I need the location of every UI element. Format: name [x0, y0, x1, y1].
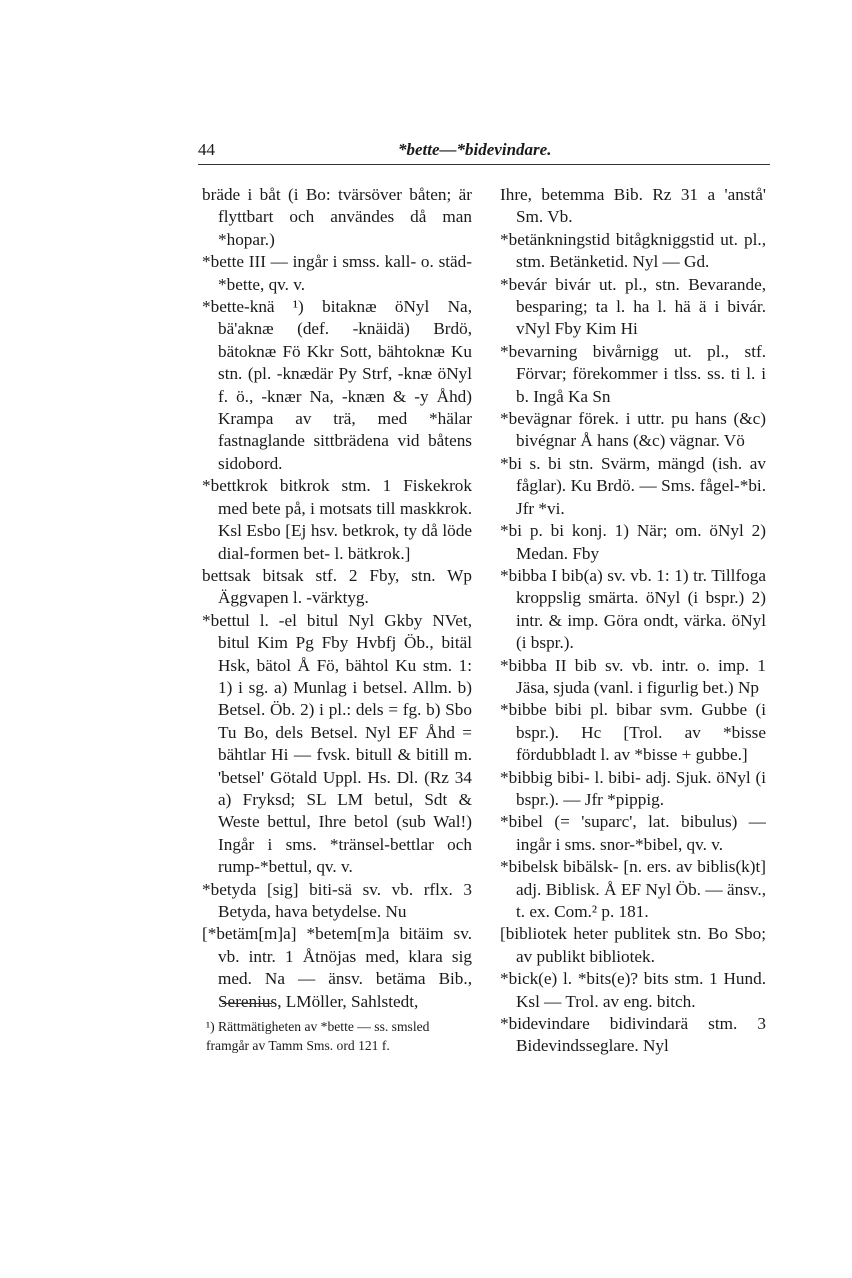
- dictionary-entry: bettsak bitsak stf. 2 Fby, stn. Wp Äggvapen l. -värktyg.: [202, 565, 472, 608]
- dictionary-entry: *bi p. bi konj. 1) När; om. öNyl 2) Medan. Fby: [500, 521, 766, 563]
- dictionary-entry: *betyda [sig] biti-sä sv. vb. rflx. 3 Betyda, hava betydelse. Nu: [202, 879, 472, 921]
- dictionary-entry: *bi s. bi stn. Svärm, mängd (ish. av fåglar). Ku Brdö. — Sms. fågel-*bi. Jfr *vi.: [500, 453, 766, 518]
- dictionary-entry: [bibliotek heter publitek stn. Bo Sbo; av publikt bibliotek.: [500, 924, 766, 966]
- dictionary-entry: *betänkningstid bitågkniggstid ut. pl., stm. Betänketid. Nyl — Gd.: [500, 229, 766, 272]
- dictionary-entry: bräde i båt (i Bo: tvärsöver båten; är flyttbart och användes då man *hopar.): [202, 185, 472, 249]
- dictionary-entry: *bibelsk bibälsk- [n. ers. av biblis(k)t] adj. Biblisk. Å EF Nyl Öb. — änsv., t. ex. Com.² p. 181.: [500, 857, 766, 921]
- dictionary-entry: *bevägnar förek. i uttr. pu hans (&c) bivégnar Å hans (&c) vägnar. Vö: [500, 409, 766, 451]
- dictionary-entry: *bettul l. -el bitul Nyl Gkby NVet, bitul Kim Pg Fby Hvbfj Öb., bitäl Hsk, bätol Å Fö, bähtol Ku stm. 1: 1) i sg. a) Munlag i betsel. Allm. b) Betsel. Öb. 2) i pl.: dels = fg. b) Sbo Tu Bo, dels Betsel. Nyl EF Åhd = bähtlar Hi — fvsk. bitull & bitill m. 'betsel' Götald Uppl. Hs. Dl. (Rz 34 a) Fryksd; SL LM betul, Sdt & Weste bettul, Ihre betol (sub Wal!) Ingår i sms. *tränsel-bettlar och rump-*bettul, qv. v.: [202, 610, 472, 877]
- left-column: [202, 184, 472, 1013]
- dictionary-entry: *bevarning bivårnigg ut. pl., stf. Förvar; förekommer i tlss. ss. ti l. i b. Ingå Ka Sn: [500, 341, 766, 406]
- dictionary-entry: *bette III — ingår i smss. kall- o. städ-*bette, qv. v.: [202, 252, 472, 294]
- running-head: *bette—*bidevindare.: [398, 140, 552, 159]
- dictionary-entry: *bibel (= 'suparc', lat. bibulus) — ingår i sms. snor-*bibel, qv. v.: [500, 812, 766, 854]
- dictionary-entry: *bettkrok bitkrok stm. 1 Fiskekrok med bete på, i motsats till maskkrok. Ksl Esbo [Ej hsv. betkrok, ty då löde dial-formen bet- l. bätkrok.]: [202, 476, 472, 563]
- page-header: [198, 140, 770, 165]
- dictionary-entry: *bibbe bibi pl. bibar svm. Gubbe (i bspr.). Hc [Trol. av *bisse fördubbladt l. av *bisse + gubbe.]: [500, 700, 766, 765]
- dictionary-entry: *bevár bivár ut. pl., stn. Bevarande, besparing; ta l. ha l. hä ä i bivár. vNyl Fby Kim Hi: [500, 274, 766, 339]
- dictionary-entry: *bibbig bibi- l. bibi- adj. Sjuk. öNyl (i bspr.). — Jfr *pippig.: [500, 767, 766, 809]
- right-column: [500, 184, 766, 1058]
- footnote-divider: [222, 1003, 272, 1004]
- dictionary-entry: *bibba I bib(a) sv. vb. 1: 1) tr. Tillfoga kroppslig smärta. öNyl (i bspr.) 2) intr. & imp. Göra ondt, värka. öNyl (i bspr.).: [500, 565, 766, 653]
- dictionary-entry: [*betäm[m]a] *betem[m]a bitäim sv. vb. intr. 1 Åtnöjas med, klara sig med. Na — änsv. betäma Bib., Serenius, LMöller, Sahlstedt,: [202, 924, 472, 1011]
- footnote: ¹) Rättmätigheten av *bette — ss. smsled framgår av Tamm Sms. ord 121 f.: [206, 1019, 430, 1053]
- dictionary-entry: *bick(e) l. *bits(e)? bits stm. 1 Hund. Ksl — Trol. av eng. bitch.: [500, 969, 766, 1011]
- page-number: 44: [198, 140, 215, 159]
- dictionary-entry: *bidevindare bidivindarä stm. 3 Bidevindsseglare. Nyl: [500, 1014, 766, 1056]
- dictionary-entry: *bibba II bib sv. vb. intr. o. imp. 1 Jäsa, sjuda (vanl. i figurlig bet.) Np: [500, 655, 766, 697]
- dictionary-entry: Ihre, betemma Bib. Rz 31 a 'anstå' Sm. Vb.: [500, 185, 766, 227]
- dictionary-entry: *bette-knä ¹) bitaknæ öNyl Na, bä'aknæ (def. -knäidä) Brdö, bätoknæ Fö Kkr Sott, bähtoknæ Ku stn. (pl. -knædär Py Strf, -knæ öNyl f. ö., -knær Na, -knæn & -y Åhd) Krampa av trä, med *hälar fastnaglande sittbrädena vid båtens sidobord.: [202, 297, 472, 473]
